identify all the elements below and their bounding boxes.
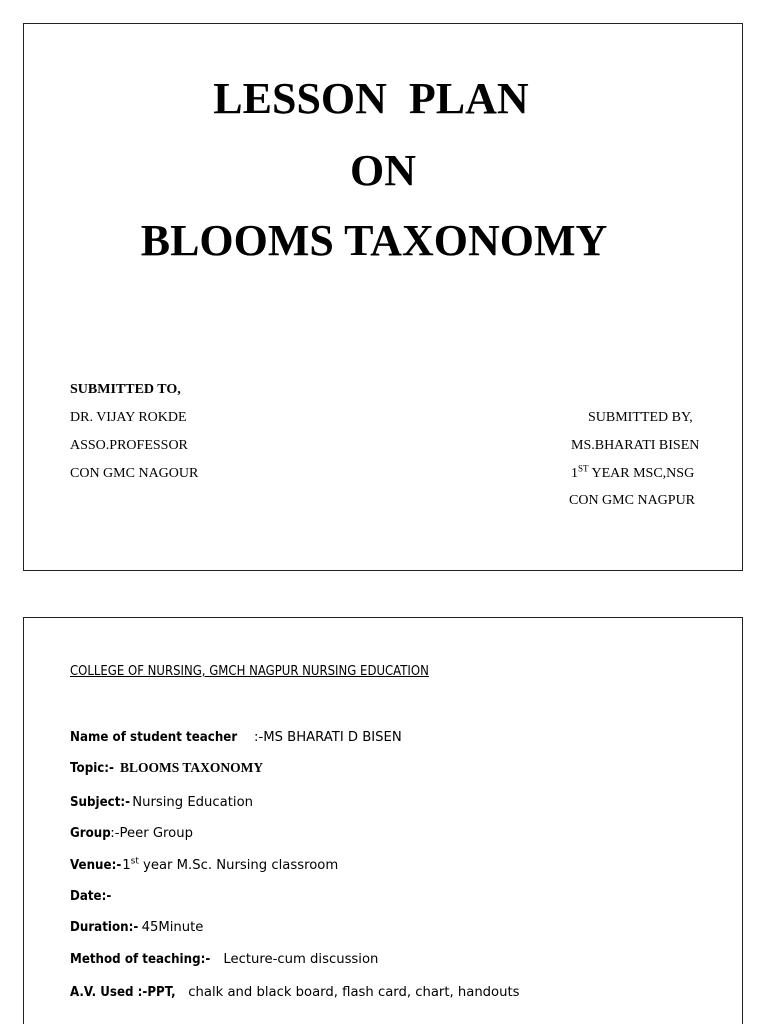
topic-value: BLOOMS TAXONOMY (120, 760, 264, 775)
method-field (70, 950, 378, 969)
student-teacher-value: :-MS BHARATI D BISEN (254, 730, 402, 745)
group-field (70, 824, 193, 843)
submitted-to-label: SUBMITTED TO, (70, 382, 181, 397)
venue-field (70, 856, 338, 875)
submitted-to-institution: CON GMC NAGOUR (70, 466, 199, 481)
submitted-by-label: SUBMITTED BY, (588, 410, 693, 425)
av-used-label: A.V. Used :-PPT, (70, 984, 176, 1000)
method-label: Method of teaching:- (70, 951, 211, 967)
venue-value (122, 858, 338, 873)
venue-rest: year M.Sc. Nursing classroom (138, 858, 339, 873)
venue-superscript: st (130, 856, 139, 867)
subject-label: Subject:- (70, 794, 131, 810)
topic-field (70, 759, 263, 777)
av-used-field (70, 983, 520, 1002)
venue-number: 1 (122, 858, 131, 873)
cover-page (23, 23, 743, 571)
subject-field (70, 793, 253, 812)
venue-label: Venue:- (70, 857, 122, 873)
title-line-1: LESSON PLAN (213, 74, 529, 123)
student-teacher-field (70, 728, 402, 747)
topic-label: Topic:- (70, 760, 114, 776)
submitted-to-name: DR. VIJAY ROKDE (70, 410, 187, 425)
date-field (70, 887, 111, 906)
duration-field (70, 918, 203, 937)
document-heading: COLLEGE OF NURSING, GMCH NAGPUR NURSING EDUCATION (70, 664, 429, 679)
duration-label: Duration:- (70, 919, 139, 935)
student-teacher-label: Name of student teacher (70, 729, 238, 745)
submitted-to-designation: ASSO.PROFESSOR (70, 438, 188, 453)
av-used-value: chalk and black board, flash card, chart, handouts (184, 985, 520, 1000)
group-label: Group (70, 825, 111, 841)
subject-value: Nursing Education (132, 795, 254, 810)
lesson-plan-page (23, 617, 743, 1024)
year-rest: YEAR MSC,NSG (588, 466, 695, 481)
submitted-by-institution: CON GMC NAGPUR (569, 493, 696, 508)
title-line-3: BLOOMS TAXONOMY (140, 216, 608, 265)
duration-value: 45Minute (141, 920, 204, 935)
method-value: Lecture-cum discussion (223, 952, 379, 967)
year-number: 1 (571, 466, 578, 481)
title-line-2: ON (350, 146, 416, 195)
submitted-by-year (571, 465, 694, 483)
group-value: :-Peer Group (110, 826, 193, 841)
year-superscript: ST (578, 463, 589, 474)
submitted-by-name: MS.BHARATI BISEN (571, 438, 700, 453)
date-label: Date:- (70, 888, 112, 904)
